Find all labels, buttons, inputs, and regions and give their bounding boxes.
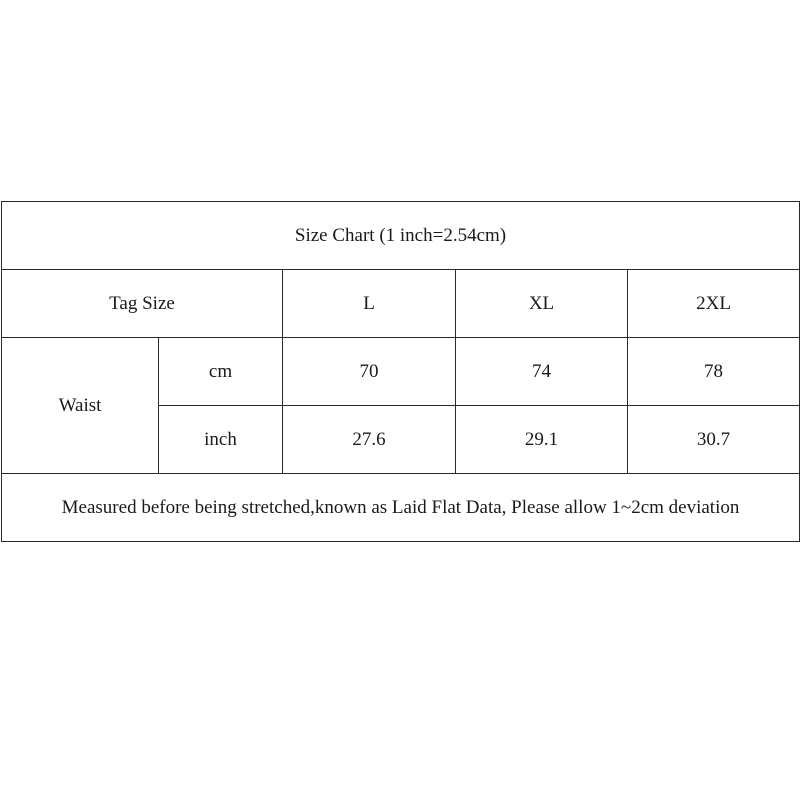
chart-title: Size Chart (1 inch=2.54cm) xyxy=(2,202,800,270)
size-header-2xl: 2XL xyxy=(628,270,800,338)
unit-inch-label: inch xyxy=(159,406,283,474)
unit-cm-label: cm xyxy=(159,338,283,406)
waist-inch-xl: 29.1 xyxy=(456,406,628,474)
waist-cm-row xyxy=(2,338,800,406)
waist-inch-2xl: 30.7 xyxy=(628,406,800,474)
waist-inch-l: 27.6 xyxy=(283,406,456,474)
measurement-note: Measured before being stretched,known as Laid Flat Data, Please allow 1~2cm deviation xyxy=(2,474,800,542)
title-row xyxy=(2,202,800,270)
size-header-xl: XL xyxy=(456,270,628,338)
header-row xyxy=(2,270,800,338)
size-header-l: L xyxy=(283,270,456,338)
waist-cm-2xl: 78 xyxy=(628,338,800,406)
size-chart-table xyxy=(1,201,800,542)
note-row xyxy=(2,474,800,542)
tag-size-label: Tag Size xyxy=(2,270,283,338)
waist-cm-xl: 74 xyxy=(456,338,628,406)
waist-label: Waist xyxy=(2,338,159,474)
waist-cm-l: 70 xyxy=(283,338,456,406)
